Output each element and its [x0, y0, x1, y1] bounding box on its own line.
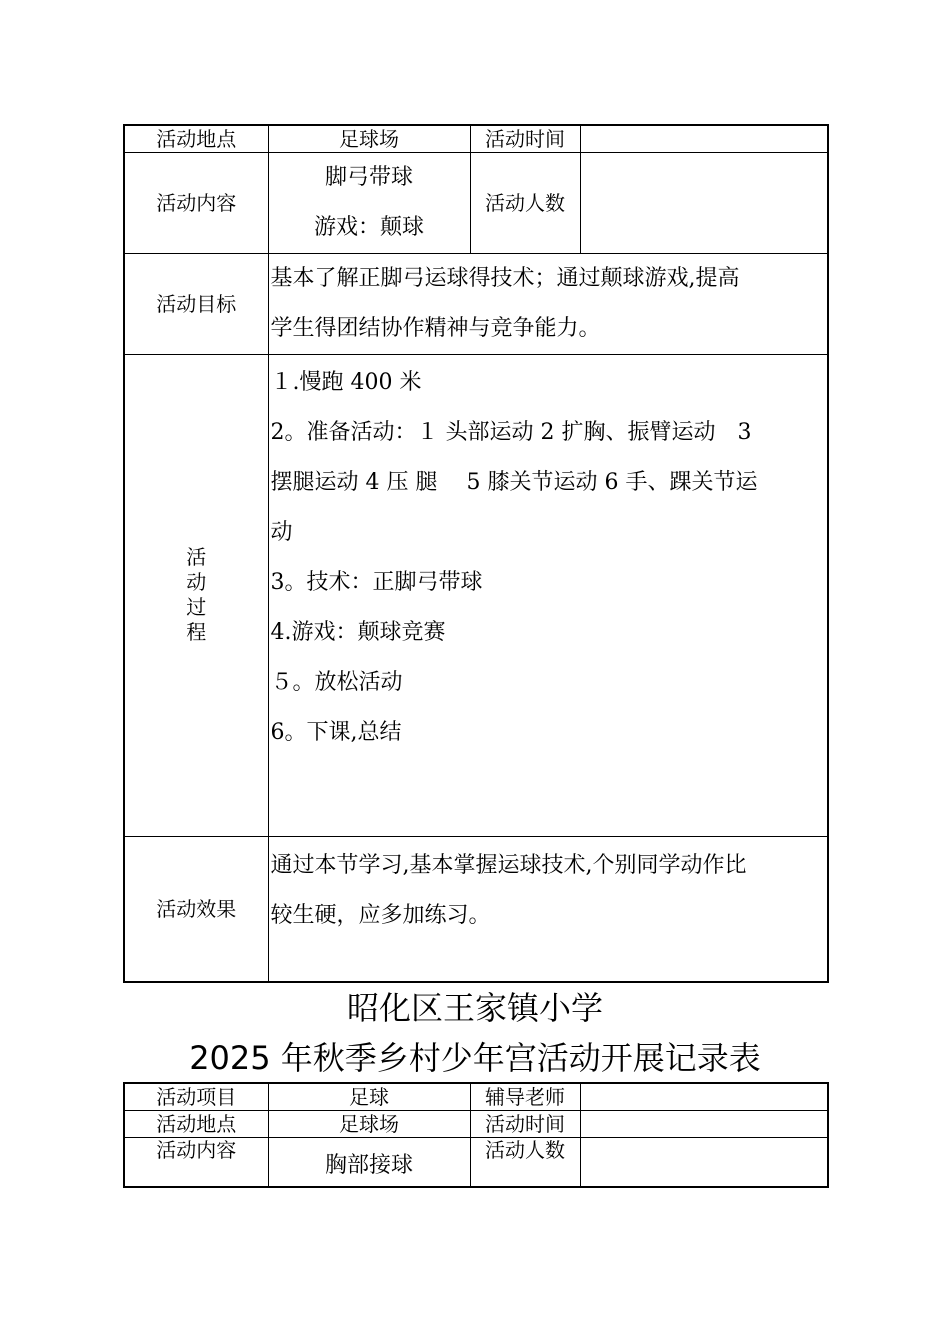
row-location — [124, 125, 828, 152]
location2-label: 活动地点 — [124, 1110, 268, 1137]
effect-line-1: 通过本节学习,基本掌握运球技术,个别同学动作比 — [270, 852, 747, 878]
process-label-char-4: 程 — [186, 620, 207, 644]
time-value — [580, 125, 828, 152]
record-table-1 — [123, 124, 829, 983]
process-line-3: 摆腿运动 4 压 腿 5 膝关节运动 6 手、踝关节运 — [270, 469, 758, 495]
process-line-8: 6。下课,总结 — [270, 719, 402, 745]
effect-label: 活动效果 — [124, 836, 268, 982]
goal-label: 活动目标 — [124, 253, 268, 354]
teacher-value — [580, 1083, 828, 1110]
process-line-1: １.慢跑 400 米 — [270, 369, 422, 395]
process-line-6: 4.游戏：颠球竞赛 — [270, 619, 446, 645]
effect-text — [268, 836, 828, 982]
goal-text — [268, 253, 828, 354]
row-goal — [124, 253, 828, 354]
process-label-char-3: 过 — [186, 595, 207, 619]
process-line-7: ５。放松活动 — [270, 669, 403, 695]
process-line-5: 3。技术：正脚弓带球 — [270, 569, 483, 595]
form-title: 2025 年秋季乡村少年宫活动开展记录表 — [189, 1039, 761, 1077]
record-table-2 — [123, 1082, 829, 1188]
row-effect — [124, 836, 828, 982]
people2-label: 活动人数 — [470, 1137, 580, 1187]
location-label: 活动地点 — [124, 125, 268, 152]
row-process — [124, 354, 828, 836]
effect-line-2: 较生硬，应多加练习。 — [270, 902, 491, 928]
people-label: 活动人数 — [470, 152, 580, 253]
project-label: 活动项目 — [124, 1083, 268, 1110]
process-line-2: 2。准备活动：１ 头部运动 2 扩胸、振臂运动 3 — [270, 419, 752, 445]
location2-value: 足球场 — [268, 1110, 470, 1137]
content-value — [268, 152, 470, 253]
time2-value — [580, 1110, 828, 1137]
teacher-label: 辅导老师 — [470, 1083, 580, 1110]
content2-label: 活动内容 — [124, 1137, 268, 1187]
content-line-2: 游戏：颠球 — [313, 214, 424, 240]
school-title: 昭化区王家镇小学 — [346, 989, 603, 1027]
row-content — [124, 152, 828, 253]
process-label-char-2: 动 — [186, 570, 207, 594]
people2-value — [580, 1137, 828, 1187]
goal-line-2: 学生得团结协作精神与竞争能力。 — [270, 315, 601, 341]
project-value: 足球 — [268, 1083, 470, 1110]
process-text — [268, 354, 828, 836]
process-line-4: 动 — [270, 519, 293, 545]
time-label: 活动时间 — [470, 125, 580, 152]
content-line-1: 脚弓带球 — [324, 164, 413, 190]
content-label: 活动内容 — [124, 152, 268, 253]
row2-content — [124, 1137, 828, 1187]
content2-value: 胸部接球 — [268, 1137, 470, 1187]
location-value: 足球场 — [268, 125, 470, 152]
row2-project — [124, 1083, 828, 1110]
people-value — [580, 152, 828, 253]
time2-label: 活动时间 — [470, 1110, 580, 1137]
row2-location — [124, 1110, 828, 1137]
process-label-char-1: 活 — [186, 545, 207, 569]
process-label — [124, 354, 268, 836]
goal-line-1: 基本了解正脚弓运球得技术；通过颠球游戏,提高 — [270, 265, 740, 291]
